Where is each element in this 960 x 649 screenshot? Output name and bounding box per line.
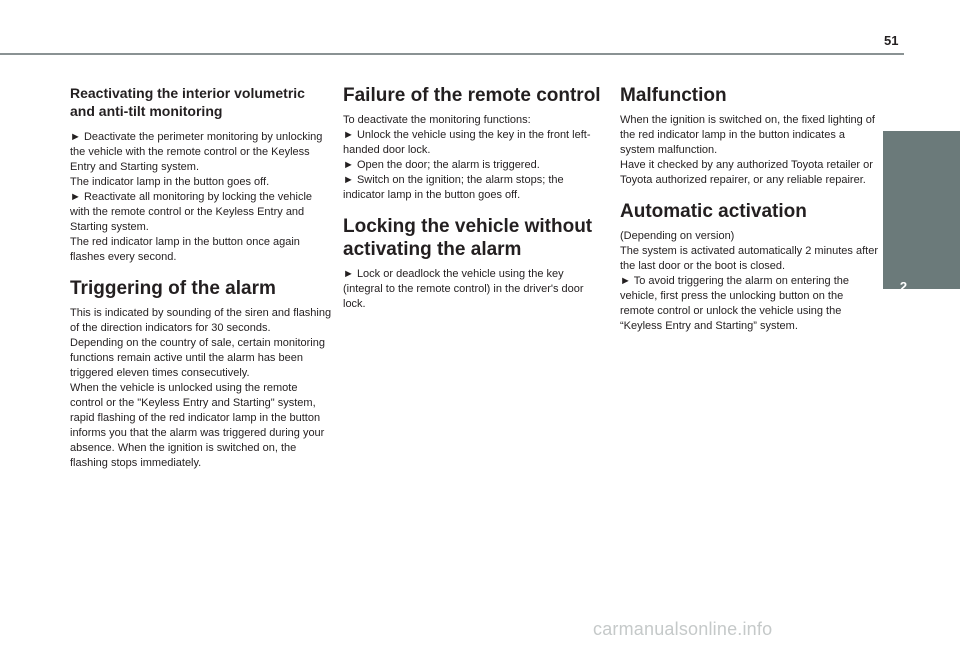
reactivating-heading: Reactivating the interior volumetric and anti-tilt monitoring bbox=[70, 85, 305, 119]
automatic-activation-heading: Automatic activation bbox=[620, 201, 807, 222]
chapter-number: 2 bbox=[899, 279, 908, 294]
malfunction-text: When the ignition is switched on, the fixed lighting of the red indicator lamp in the button indicates a system malfunction. Have it checked by any authorized Toyota retailer or Toyota authorized repairer, or any reliable repairer. bbox=[620, 114, 875, 186]
column-right bbox=[620, 84, 878, 346]
failure-heading: Failure of the remote control bbox=[343, 85, 601, 106]
locking-text: ► Lock or deadlock the vehicle using the key (integral to the remote control) in the driver's door lock. bbox=[343, 268, 584, 310]
chapter-tab bbox=[883, 131, 960, 424]
failure-text: To deactivate the monitoring functions: ► Unlock the vehicle using the key in the front left-handed door lock. ► Open the door; the alarm is triggered. ► Switch on the ignition; the alarm stops; the indicator lamp in the button goes off. bbox=[343, 114, 591, 201]
malfunction-heading: Malfunction bbox=[620, 85, 727, 106]
header-rule bbox=[0, 53, 904, 55]
locking-heading: Locking the vehicle without activating the alarm bbox=[343, 216, 593, 260]
column-left bbox=[70, 84, 332, 483]
triggering-text: This is indicated by sounding of the siren and flashing of the direction indicators for 30 seconds. Depending on the country of sale, certain monitoring functions remain active until the alarm has been triggered eleven times consecutively. When the vehicle is unlocked using the remote control or the "Keyless Entry and Starting" system, rapid flashing of the red indicator lamp in the button informs you that the alarm was triggered during your absence. When the ignition is switched on, the flashing stops immediately. bbox=[70, 307, 332, 469]
reactivating-text: ► Deactivate the perimeter monitoring by unlocking the vehicle with the remote control or the Keyless Entry and Starting system. The indicator lamp in the button goes off. ► Reactivate all monitoring by locking the vehicle with the remote control or the Keyless Entry and Starting system. The red indicator lamp in the button once again flashes every second. bbox=[70, 131, 323, 263]
automatic-activation-text: (Depending on version) The system is activated automatically 2 minutes after the last door or the boot is closed. ► To avoid triggering the alarm on entering the vehicle, first press the unlocking button on the remote control or unlock the vehicle using the “Keyless Entry and Starting” system. bbox=[620, 230, 878, 332]
chapter-label: Access bbox=[907, 378, 923, 424]
column-middle bbox=[343, 84, 605, 324]
page-number: 51 bbox=[884, 33, 899, 48]
triggering-heading: Triggering of the alarm bbox=[70, 278, 276, 299]
watermark: carmanualsonline.info bbox=[593, 619, 773, 639]
